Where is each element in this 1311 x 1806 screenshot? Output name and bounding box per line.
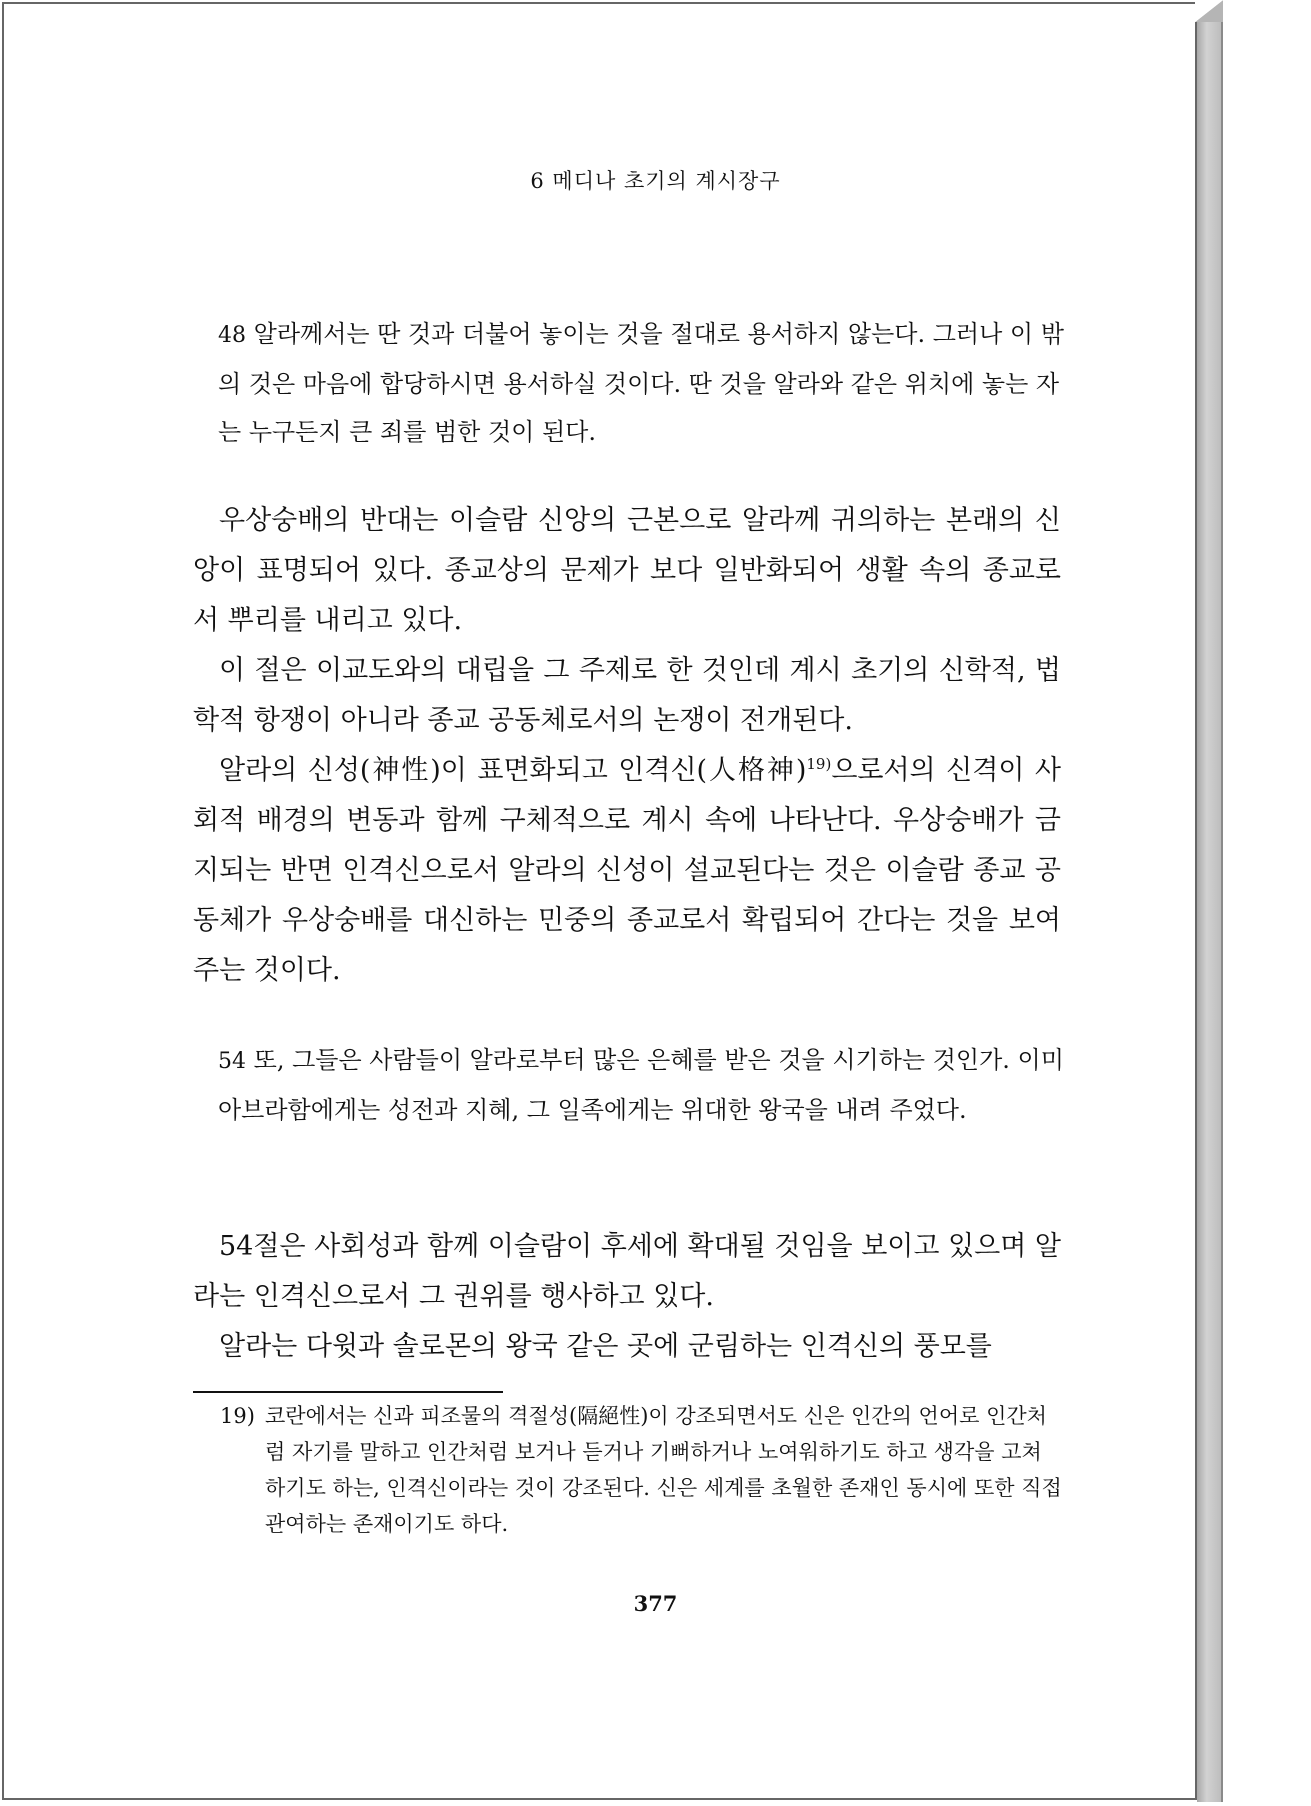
commentary-block-1 xyxy=(193,496,1061,996)
page-corner xyxy=(1195,0,1223,22)
page-edge xyxy=(1197,2,1223,1802)
page-number: 377 xyxy=(633,1591,678,1616)
verse-quote-48 xyxy=(218,310,1068,456)
footnote-number: 19) xyxy=(220,1404,255,1428)
verse-quote-54 xyxy=(218,1036,1068,1134)
paragraph: 이 절은 이교도와의 대립을 그 주제로 한 것인데 계시 초기의 신학적, 법학적 항쟁이 아니라 종교 공동체로서의 논쟁이 전개된다. xyxy=(193,655,1061,736)
footnote-divider xyxy=(193,1391,503,1393)
paragraph: 54절은 사회성과 함께 이슬람이 후세에 확대될 것임을 보이고 있으며 알라는 인격신으로서 그 권위를 행사하고 있다. xyxy=(193,1231,1061,1312)
paragraph: 우상숭배의 반대는 이슬람 신앙의 근본으로 알라께 귀의하는 본래의 신앙이 표명되어 있다. 종교상의 문제가 보다 일반화되어 생활 속의 종교로서 뿌리를 내리고 있다. xyxy=(193,505,1061,636)
footnote-text: 코란에서는 신과 피조물의 격절성(隔絕性)이 강조되면서도 신은 인간의 언어로 인간처럼 자기를 말하고 인간처럼 보거나 듣거나 기뻐하거나 노여워하기도 하고 생각을 고쳐 하기도 하는, 인격신이라는 것이 강조된다. 신은 세계를 초월한 존재인 동시에 또한 직접 관여하는 존재이기도 하다. xyxy=(265,1404,1062,1536)
paragraph xyxy=(193,746,1061,996)
commentary-block-2 xyxy=(193,1222,1061,1372)
paragraph-text: 으로서의 신격이 사회적 배경의 변동과 함께 구체적으로 계시 속에 나타난다. 우상숭배가 금지되는 반면 인격신으로서 알라의 신성이 설교된다는 것은 이슬람 종교 공동체가 우상숭배를 대신하는 민중의 종교로서 확립되어 간다는 것을 보여주는 것이다. xyxy=(193,755,1061,986)
verse-number: 48 xyxy=(218,323,246,348)
verse-text: 또, 그들은 사람들이 알라로부터 많은 은혜를 받은 것을 시기하는 것인가. 이미 아브라함에게는 성전과 지혜, 그 일족에게는 위대한 왕국을 내려 주었다. xyxy=(218,1046,1064,1124)
verse-text: 알라께서는 딴 것과 더불어 놓이는 것을 절대로 용서하지 않는다. 그러나 이 밖의 것은 마음에 합당하시면 용서하실 것이다. 딴 것을 알라와 같은 위치에 놓는 자는 누구든지 큰 죄를 범한 것이 된다. xyxy=(218,320,1064,446)
paragraph: 알라는 다윗과 솔로몬의 왕국 같은 곳에 군림하는 인격신의 풍모를 xyxy=(219,1331,992,1362)
footnote xyxy=(220,1398,1065,1542)
footnote-ref: 19) xyxy=(806,755,832,773)
verse-number: 54 xyxy=(218,1049,246,1074)
paragraph-text: 알라의 신성(神性)이 표면화되고 인격신(人格神) xyxy=(219,755,807,786)
running-head: 6 메디나 초기의 계시장구 xyxy=(530,169,781,193)
